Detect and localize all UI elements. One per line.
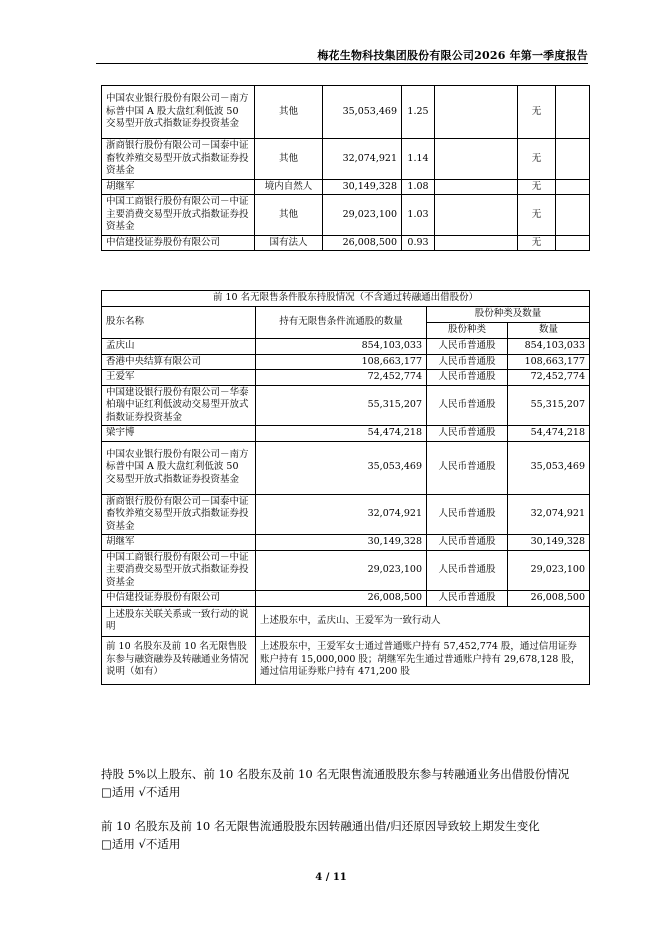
share-type: 人民币普通股 <box>427 494 508 535</box>
restricted-shares <box>435 195 518 236</box>
pledge-quantity <box>556 235 590 251</box>
unrestricted-qty: 55,315,207 <box>256 385 427 426</box>
report-header: 梅花生物科技集团股份有限公司2026 年第一季度报告 <box>317 49 588 62</box>
table-row <box>102 195 590 236</box>
unrestricted-qty: 30,149,328 <box>256 535 427 551</box>
holding-ratio: 1.08 <box>402 179 435 195</box>
shares-held: 26,008,500 <box>323 235 402 251</box>
share-amount: 108,663,177 <box>508 354 590 370</box>
restricted-shares <box>435 179 518 195</box>
share-type: 人民币普通股 <box>427 550 508 591</box>
note-label: 上述股东关联关系或一致行动的说明 <box>102 606 256 636</box>
lending-section <box>101 765 569 801</box>
header-rule <box>96 63 588 64</box>
restricted-shares <box>435 235 518 251</box>
unrestricted-qty: 54,474,218 <box>256 426 427 442</box>
note-text: 上述股东中，王爱军女士通过普通账户持有 57,452,774 股，通过信用证券账户持有 15,000,000 股；胡继军先生通过普通账户持有 29,678,128 股，通过信用证券账户持有 471,200 股 <box>256 636 590 684</box>
shareholder-nature: 其他 <box>255 139 323 180</box>
shares-held: 29,023,100 <box>323 195 402 236</box>
table-row <box>102 86 590 139</box>
unrestricted-qty: 854,103,033 <box>256 339 427 355</box>
shareholder-name: 浙商银行股份有限公司－国泰中证畜牧养殖交易型开放式指数证券投资基金 <box>102 494 256 535</box>
header-shareholder-name: 股东名称 <box>102 307 256 339</box>
shares-held: 35,053,469 <box>323 86 402 139</box>
share-type: 人民币普通股 <box>427 535 508 551</box>
lending-section-title: 持股 5%以上股东、前 10 名股东及前 10 名无限售流通股股东参与转融通业务出借股份情况 <box>101 767 570 781</box>
pledge-quantity <box>556 179 590 195</box>
shareholder-name: 胡继军 <box>102 535 256 551</box>
top10-shareholders-table-continued <box>101 85 590 251</box>
pledge-quantity <box>556 139 590 180</box>
table-row <box>102 339 590 355</box>
section-title: 前 10 名无限售条件股东持股情况（不含通过转融通出借股份） <box>102 291 590 307</box>
table-row <box>102 591 590 607</box>
unrestricted-qty: 108,663,177 <box>256 354 427 370</box>
lending-change-section-title: 前 10 名股东及前 10 名无限售流通股股东因转融通出借/归还原因导致较上期发生变化 <box>101 819 540 833</box>
lending-section-options: □适用 √不适用 <box>101 785 181 799</box>
shareholder-name: 中国农业银行股份有限公司－南方标普中国 A 股大盘红利低波 50 交易型开放式指数证券投资基金 <box>102 86 255 139</box>
table-row <box>102 370 590 386</box>
shareholder-name: 中国工商银行股份有限公司－中证主要消费交易型开放式指数证券投资基金 <box>102 550 256 591</box>
lending-change-section <box>101 817 540 853</box>
table-row <box>102 426 590 442</box>
header-unrestricted-qty: 持有无限售条件流通股的数量 <box>256 307 427 339</box>
header-share-type-group: 股份种类及数量 <box>427 307 590 323</box>
shares-held: 32,074,921 <box>323 139 402 180</box>
note-row <box>102 606 590 636</box>
note-label: 前 10 名股东及前 10 名无限售股东参与融资融券及转融通业务情况说明（如有） <box>102 636 256 684</box>
pledge-status: 无 <box>518 139 556 180</box>
share-amount: 30,149,328 <box>508 535 590 551</box>
table-row <box>102 385 590 426</box>
table-row <box>102 494 590 535</box>
unrestricted-qty: 29,023,100 <box>256 550 427 591</box>
shareholder-nature: 境内自然人 <box>255 179 323 195</box>
header-share-amount: 数量 <box>508 323 590 339</box>
unrestricted-shareholders-table <box>101 290 590 685</box>
table-row <box>102 441 590 494</box>
holding-ratio: 1.14 <box>402 139 435 180</box>
pledge-status: 无 <box>518 235 556 251</box>
note-row <box>102 636 590 684</box>
table-row <box>102 354 590 370</box>
share-type: 人民币普通股 <box>427 426 508 442</box>
unrestricted-qty: 35,053,469 <box>256 441 427 494</box>
pledge-status: 无 <box>518 195 556 236</box>
holding-ratio: 0.93 <box>402 235 435 251</box>
share-amount: 54,474,218 <box>508 426 590 442</box>
unrestricted-qty: 72,452,774 <box>256 370 427 386</box>
note-text: 上述股东中，孟庆山、王爱军为一致行动人 <box>256 606 590 636</box>
restricted-shares <box>435 86 518 139</box>
shareholder-nature: 其他 <box>255 86 323 139</box>
share-amount: 72,452,774 <box>508 370 590 386</box>
share-type: 人民币普通股 <box>427 354 508 370</box>
share-type: 人民币普通股 <box>427 339 508 355</box>
share-amount: 854,103,033 <box>508 339 590 355</box>
pledge-quantity <box>556 86 590 139</box>
table-row <box>102 550 590 591</box>
unrestricted-qty: 32,074,921 <box>256 494 427 535</box>
shareholder-name: 孟庆山 <box>102 339 256 355</box>
table-row <box>102 535 590 551</box>
shareholder-name: 梁宇博 <box>102 426 256 442</box>
share-type: 人民币普通股 <box>427 591 508 607</box>
shareholder-nature: 其他 <box>255 195 323 236</box>
table-row <box>102 139 590 180</box>
pledge-quantity <box>556 195 590 236</box>
pledge-status: 无 <box>518 86 556 139</box>
table-row <box>102 179 590 195</box>
share-amount: 29,023,100 <box>508 550 590 591</box>
shareholder-name: 中国建设银行股份有限公司－华泰柏瑞中证红利低波动交易型开放式指数证券投资基金 <box>102 385 256 426</box>
restricted-shares <box>435 139 518 180</box>
share-type: 人民币普通股 <box>427 385 508 426</box>
unrestricted-qty: 26,008,500 <box>256 591 427 607</box>
shareholder-name: 中信建投证券股份有限公司 <box>102 591 256 607</box>
share-amount: 55,315,207 <box>508 385 590 426</box>
shareholder-nature: 国有法人 <box>255 235 323 251</box>
shareholder-name: 王爱军 <box>102 370 256 386</box>
pledge-status: 无 <box>518 179 556 195</box>
shareholder-name: 中信建投证券股份有限公司 <box>102 235 255 251</box>
share-type: 人民币普通股 <box>427 441 508 494</box>
shareholder-name: 胡继军 <box>102 179 255 195</box>
shareholder-name: 浙商银行股份有限公司－国泰中证畜牧养殖交易型开放式指数证券投资基金 <box>102 139 255 180</box>
table-row <box>102 235 590 251</box>
page-number: 4 / 11 <box>315 872 347 883</box>
shares-held: 30,149,328 <box>323 179 402 195</box>
share-amount: 32,074,921 <box>508 494 590 535</box>
holding-ratio: 1.25 <box>402 86 435 139</box>
shareholder-name: 中国工商银行股份有限公司－中证主要消费交易型开放式指数证券投资基金 <box>102 195 255 236</box>
share-type: 人民币普通股 <box>427 370 508 386</box>
share-amount: 35,053,469 <box>508 441 590 494</box>
shareholder-name: 中国农业银行股份有限公司－南方标普中国 A 股大盘红利低波 50 交易型开放式指数证券投资基金 <box>102 441 256 494</box>
holding-ratio: 1.03 <box>402 195 435 236</box>
lending-change-section-options: □适用 √不适用 <box>101 837 181 851</box>
header-share-type: 股份种类 <box>427 323 508 339</box>
share-amount: 26,008,500 <box>508 591 590 607</box>
shareholder-name: 香港中央结算有限公司 <box>102 354 256 370</box>
